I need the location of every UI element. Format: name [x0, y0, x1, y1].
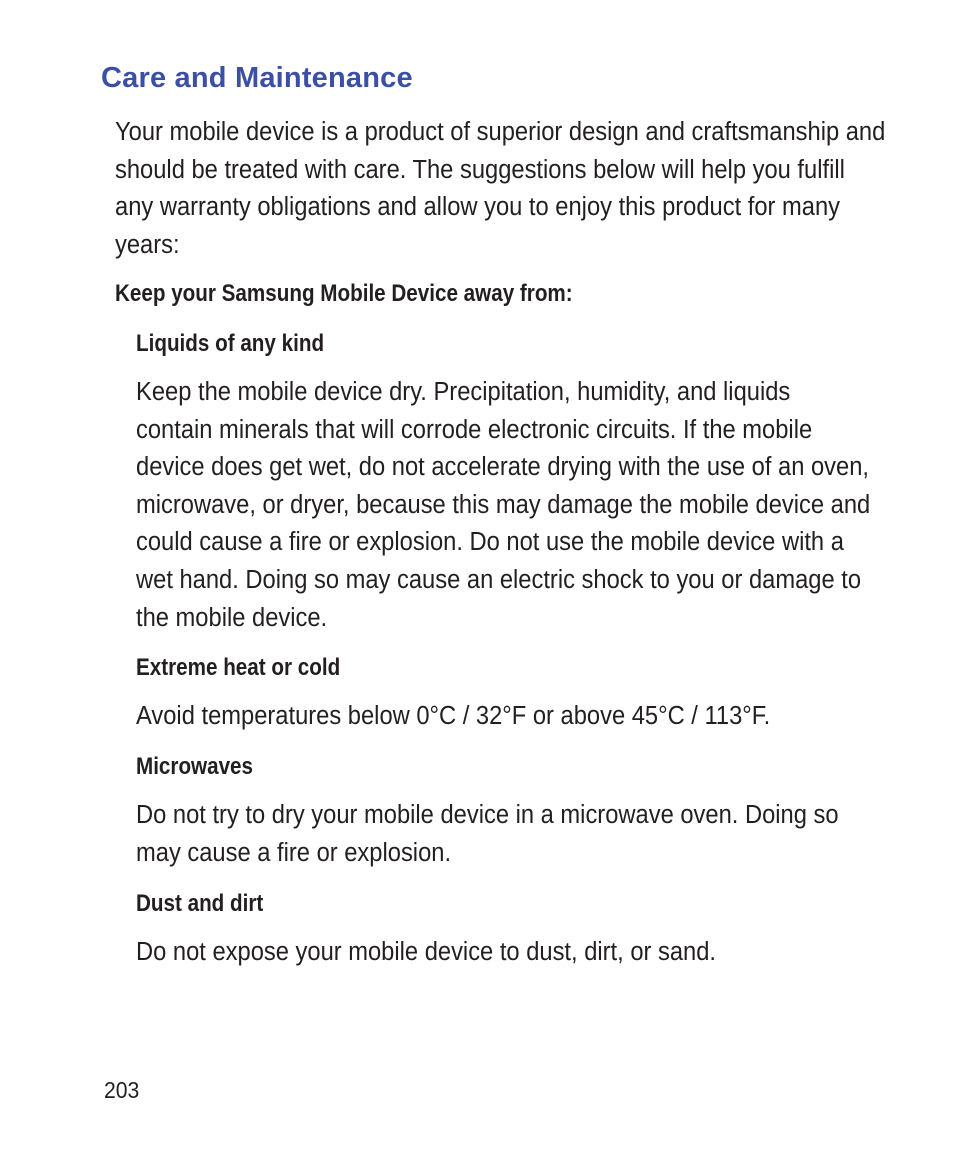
item-title-heat-cold: Extreme heat or cold [136, 654, 341, 681]
intro-paragraph: Your mobile device is a product of superior design and craftsmanship and should be treated with care. The suggestions below will help you fulfill any warranty obligations and allow you to enjoy this product for many years: [115, 118, 886, 259]
item-body-microwaves: Do not try to dry your mobile device in a microwave oven. Doing so may cause a fire or explosion. [136, 801, 839, 867]
subheading: Keep your Samsung Mobile Device away from: [115, 280, 573, 307]
section-heading: Care and Maintenance [101, 62, 413, 94]
item-title-liquids: Liquids of any kind [136, 330, 325, 357]
item-body-dust-dirt: Do not expose your mobile device to dust, dirt, or sand. [136, 938, 717, 966]
item-body-heat-cold: Avoid temperatures below 0°C / 32°F or above 45°C / 113°F. [136, 702, 771, 730]
page-number: 203 [104, 1077, 140, 1103]
item-title-microwaves: Microwaves [136, 753, 254, 780]
item-body-liquids: Keep the mobile device dry. Precipitation, humidity, and liquids contain minerals that will corrode electronic circuits. If the mobile device does get wet, do not accelerate drying with the use of an oven, microwave, or dryer, because this may damage the mobile device and could cause a fire or explosion. Do not use the mobile device with a wet hand. Doing so may cause an electric shock to you or damage to the mobile device. [136, 378, 871, 632]
item-title-dust-dirt: Dust and dirt [136, 890, 264, 917]
